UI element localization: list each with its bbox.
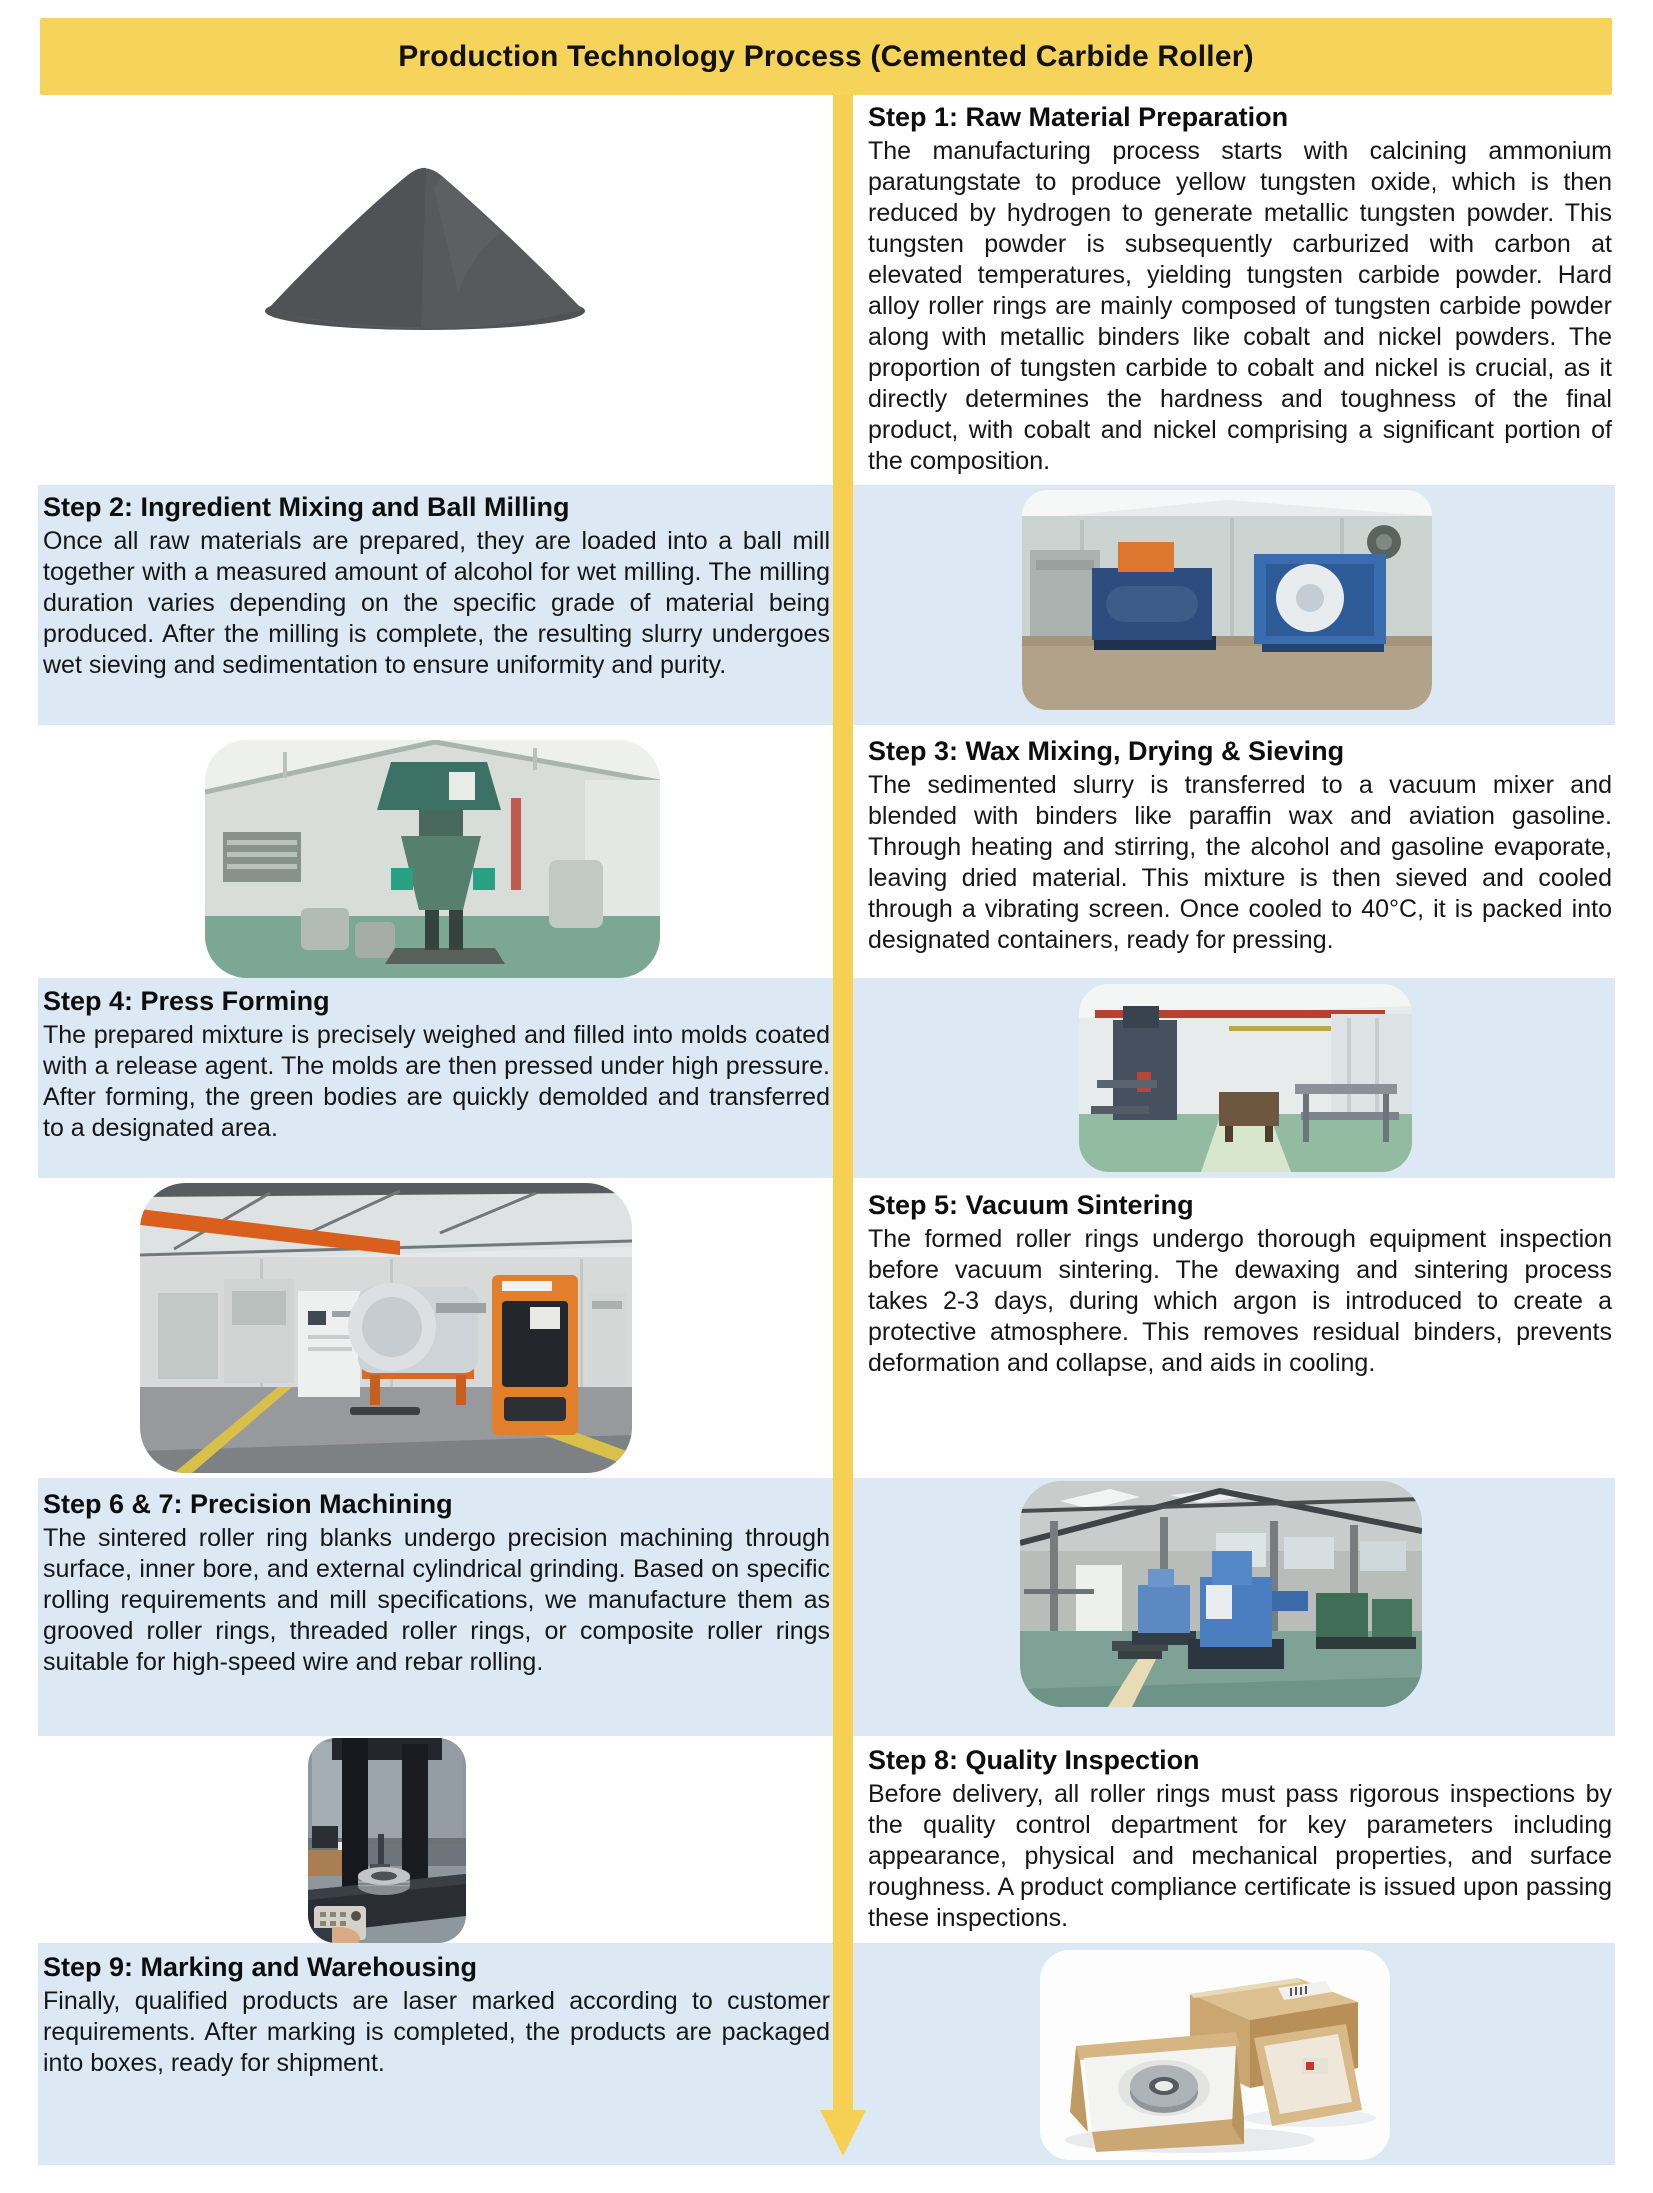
step-6-7-block [43, 1489, 830, 1678]
step-2-title: Step 2: Ingredient Mixing and Ball Milling [43, 492, 570, 522]
step-1-block [868, 102, 1612, 477]
step-8-block [868, 1745, 1612, 1934]
step-9-body: Finally, qualified products are laser marked according to customer requirements. After marking is completed, the products are packaged into boxes, ready for shipment. [43, 1987, 830, 2077]
step-3-title: Step 3: Wax Mixing, Drying & Sieving [868, 736, 1345, 766]
step-4-body: The prepared mixture is precisely weighed and filled into molds coated with a release agent. The molds are then pressed under high pressure. After forming, the green bodies are quickly demolded and transferred to a designated area. [43, 1021, 830, 1142]
flow-arrow-down-icon [820, 2110, 866, 2156]
step-5-body: The formed roller rings undergo thorough equipment inspection before vacuum sintering. The dewaxing and sintering process takes 2-3 days, during which argon is introduced to create a protective atmosphere. This removes residual binders, prevents deformation and collapse, and aids in cooling. [868, 1225, 1612, 1377]
step-5-title: Step 5: Vacuum Sintering [868, 1190, 1194, 1220]
packaging-boxes-photo [1040, 1950, 1390, 2160]
step-4-title: Step 4: Press Forming [43, 986, 330, 1016]
step-6-7-title: Step 6 & 7: Precision Machining [43, 1489, 453, 1519]
page-title-banner [40, 18, 1612, 95]
step-1-body: The manufacturing process starts with calcining ammonium paratungstate to produce yellow tungsten oxide, which is then reduced by hydrogen to generate metallic tungsten powder. This tungsten powder is subsequently carburized with carbon at elevated temperatures, yielding tungsten carbide powder. Hard alloy roller rings are mainly composed of tungsten carbide powder along with metallic binders like cobalt and nickel powders. The proportion of tungsten carbide to cobalt and nickel is crucial, as it directly determines the hardness and toughness of the final product, with cobalt and nickel comprising a significant portion of the composition. [868, 137, 1612, 475]
step-1-title: Step 1: Raw Material Preparation [868, 102, 1289, 132]
step-2-body: Once all raw materials are prepared, they are loaded into a ball mill together with a measured amount of alcohol for wet milling. The milling duration varies depending on the specific grade of material being produced. After the milling is complete, the resulting slurry undergoes wet sieving and sedimentation to ensure uniformity and purity. [43, 527, 830, 679]
step-8-body: Before delivery, all roller rings must pass rigorous inspections by the quality control department for key parameters including appearance, physical and mechanical properties, and surface roughness. A product compliance certificate is issued upon passing these inspections. [868, 1780, 1612, 1932]
step-5-block [868, 1190, 1612, 1379]
step-3-body: The sedimented slurry is transferred to a vacuum mixer and blended with binders like paraffin wax and aviation gasoline. Through heating and stirring, the alcohol and gasoline evaporate, leaving dried material. This mixture is then sieved and cooled through a vibrating screen. Once cooled to 40°C, it is packed into designated containers, ready for pressing. [868, 771, 1612, 954]
page-title: Production Technology Process (Cemented Carbide Roller) [398, 39, 1254, 73]
step-9-title: Step 9: Marking and Warehousing [43, 1952, 478, 1982]
ball-mill-photo [1022, 490, 1432, 710]
press-forming-photo [1079, 984, 1412, 1172]
step-4-block [43, 986, 830, 1144]
vacuum-mixer-photo [205, 740, 660, 978]
quality-inspection-photo [308, 1738, 466, 1943]
step-3-block [868, 736, 1612, 956]
step-8-title: Step 8: Quality Inspection [868, 1745, 1200, 1775]
precision-machining-photo [1020, 1481, 1422, 1707]
step-2-block [43, 492, 830, 681]
step-6-7-body: The sintered roller ring blanks undergo precision machining through surface, inner bore, and external cylindrical grinding. Based on specific rolling requirements and mill specifications, we manufacture them as grooved roller rings, threaded roller rings, or composite roller rings suitable for high-speed wire and rebar rolling. [43, 1524, 830, 1676]
sintering-furnace-photo [140, 1183, 632, 1473]
step-9-block [43, 1952, 830, 2079]
tungsten-powder-photo [230, 130, 620, 335]
process-flow-line [833, 95, 853, 2112]
